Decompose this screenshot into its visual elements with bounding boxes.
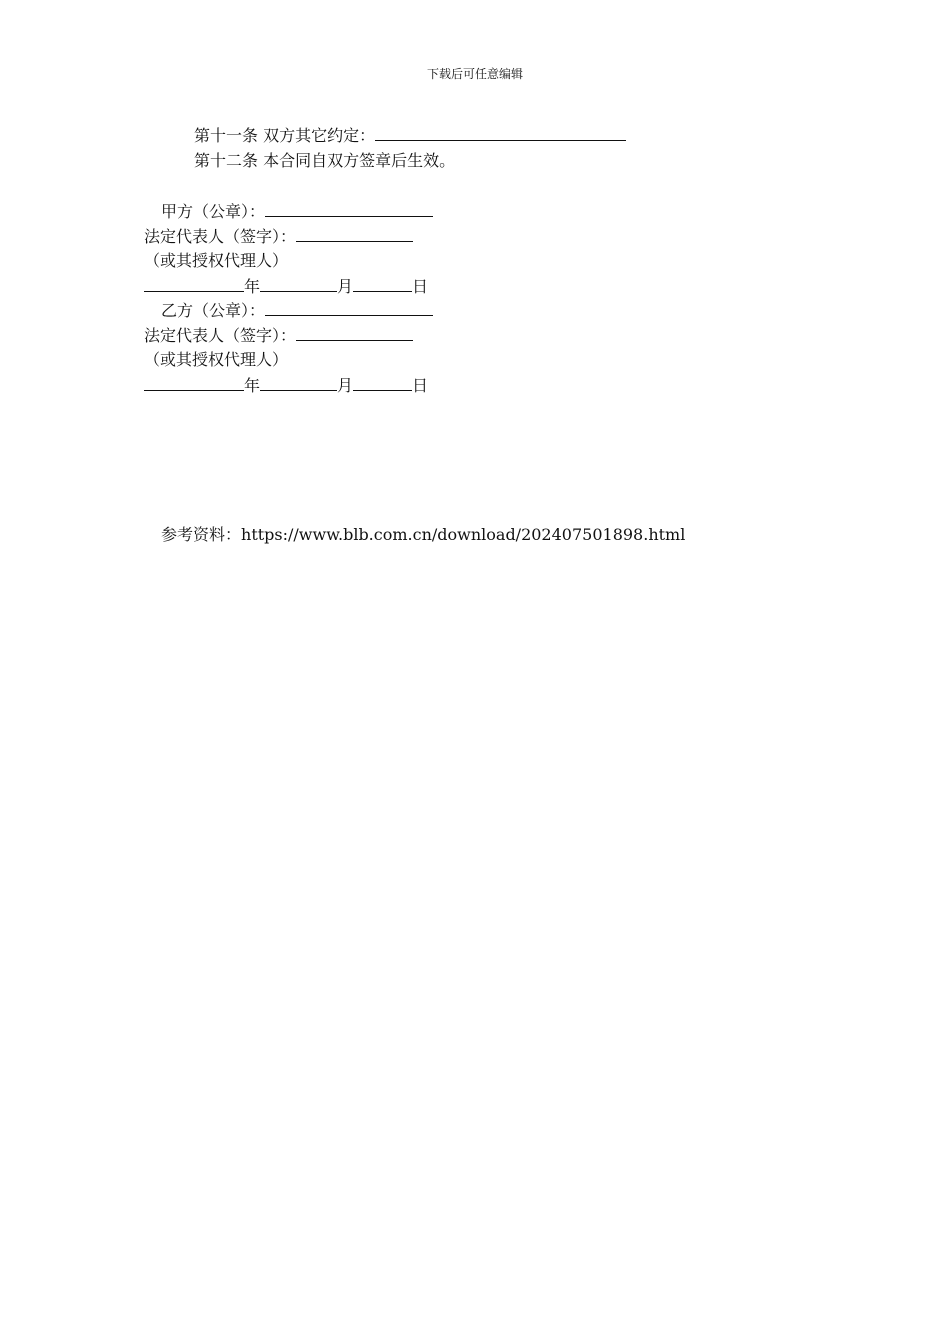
reference-line	[161, 525, 685, 545]
party-a-rep-label: 法定代表人（签字）：	[144, 227, 297, 246]
party-a-seal-line	[161, 201, 433, 222]
party-b-agent-line	[144, 350, 288, 370]
party-b-agent-label: （或其授权代理人）	[144, 350, 289, 369]
party-a-seal-label: 甲方（公章）：	[161, 202, 266, 221]
reference-url[interactable]: https://www.blb.com.cn/download/202407501898.html	[241, 525, 686, 544]
party-a-agent-line	[144, 251, 288, 271]
party-b-rep-line	[144, 325, 413, 346]
party-a-year-blank[interactable]	[144, 276, 244, 292]
party-b-day-blank[interactable]	[353, 375, 412, 391]
reference-label: 参考资料：	[161, 525, 242, 544]
party-b-year-label: 年	[244, 376, 261, 395]
article-12-label: 第十二条 本合同自双方签章后生效。	[194, 151, 456, 170]
party-a-date-line	[144, 276, 428, 297]
party-a-month-label: 月	[337, 277, 354, 296]
party-b-month-blank[interactable]	[260, 375, 337, 391]
party-a-month-blank[interactable]	[260, 276, 337, 292]
party-b-month-label: 月	[337, 376, 354, 395]
party-a-agent-label: （或其授权代理人）	[144, 251, 289, 270]
party-a-seal-blank[interactable]	[265, 201, 433, 217]
party-b-seal-label: 乙方（公章）：	[161, 301, 266, 320]
party-a-day-label: 日	[412, 277, 429, 296]
party-b-year-blank[interactable]	[144, 375, 244, 391]
party-b-seal-line	[161, 300, 433, 321]
party-b-rep-label: 法定代表人（签字）：	[144, 326, 297, 345]
party-a-rep-blank[interactable]	[296, 226, 413, 242]
party-b-seal-blank[interactable]	[265, 300, 433, 316]
party-a-day-blank[interactable]	[353, 276, 412, 292]
page-header-note: 下载后可任意编辑	[426, 67, 523, 81]
article-11-label: 第十一条 双方其它约定：	[194, 126, 376, 145]
article-12	[194, 151, 455, 171]
party-b-rep-blank[interactable]	[296, 325, 413, 341]
party-b-date-line	[144, 375, 428, 396]
party-a-year-label: 年	[244, 277, 261, 296]
article-11	[194, 125, 626, 146]
party-a-rep-line	[144, 226, 413, 247]
party-b-day-label: 日	[412, 376, 429, 395]
other-terms-blank[interactable]	[375, 125, 626, 141]
